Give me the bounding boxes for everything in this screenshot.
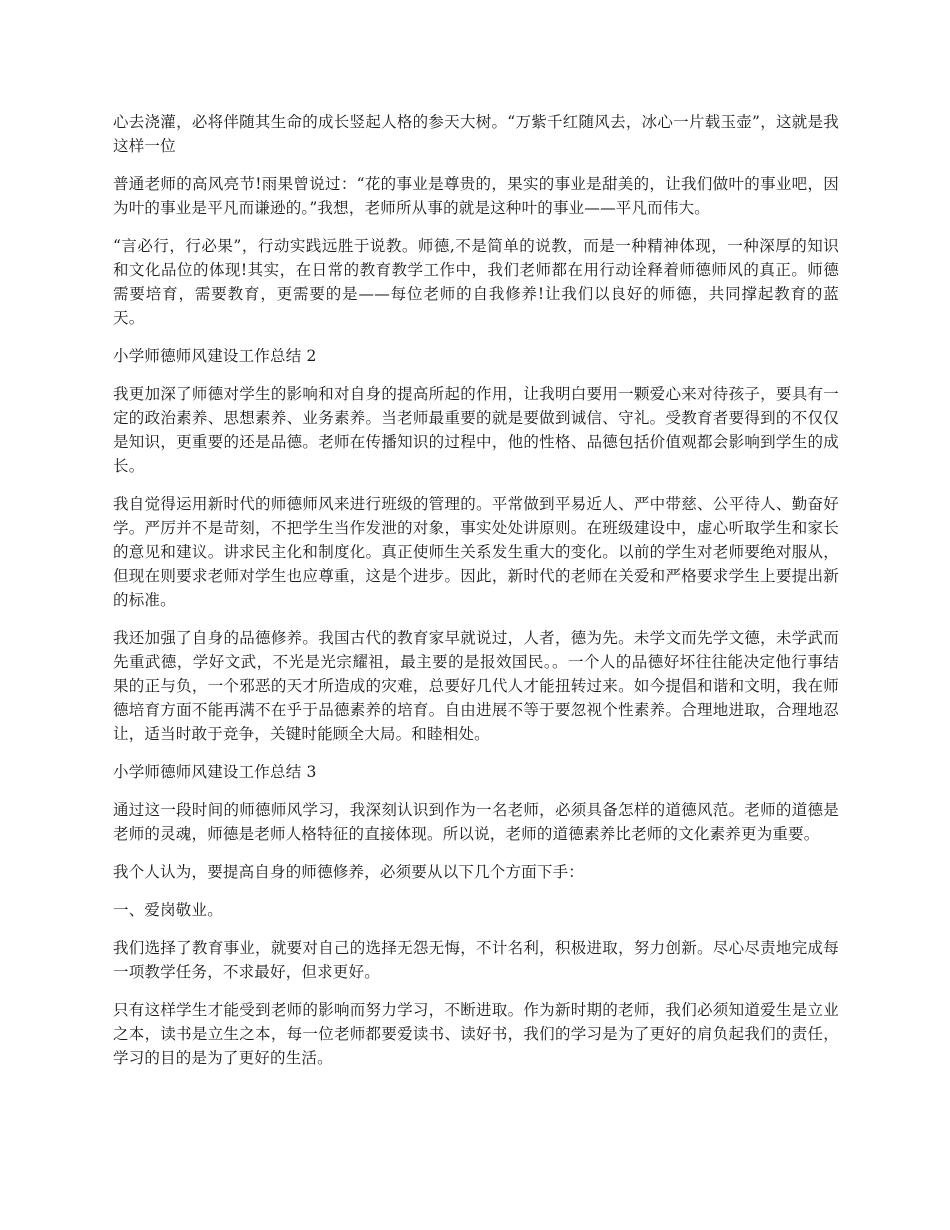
body-paragraph: 心去浇灌，必将伴随其生命的成长竖起人格的参天大树。“万紫千红随风去，冰心一片载玉壶”，这就是我这样一位 [113,113,839,155]
list-heading: 一、爱岗敬业。 [113,901,223,919]
body-paragraph: 我个人认为，要提高自身的师德修养，必须要从以下几个方面下手： [113,863,585,881]
body-paragraph: 我更加深了师德对学生的影响和对自身的提高所起的作用，让我明白要用一颗爱心来对待孩子，要具有一定的政治素养、思想素养、业务素养。当老师最重要的就是要做到诚信、守礼。受教育者要得到的不仅仅是知识，更重要的还是品德。老师在传播知识的过程中，他的性格、品德包括价值观都会影响到学生的成长。 [113,385,839,475]
body-paragraph: 我自觉得运用新时代的师德师风来进行班级的管理的。平常做到平易近人、严中带慈、公平待人、勤奋好学。严厉并不是苛刻，不把学生当作发泄的对象，事实处处讲原则。在班级建设中，虚心听取学生和家长的意见和建议。讲求民主化和制度化。真正使师生关系发生重大的变化。以前的学生对老师要绝对服从，但现在则要求老师对学生也应尊重，这是个进步。因此，新时代的老师在关爱和严格要求学生上要提出新的标准。 [113,495,839,609]
section-heading: 小学师德师风建设工作总结 3 [113,763,317,781]
body-paragraph: “言必行，行必果”，行动实践远胜于说教。师德,不是简单的说教，而是一种精神体现，一种深厚的知识和文化品位的体现!其实，在日常的教育教学工作中，我们老师都在用行动诠释着师德师风的真正。师德需要培育，需要教育，更需要的是——每位老师的自我修养!让我们以良好的师德，共同撑起教育的蓝天。 [113,237,839,327]
body-paragraph: 通过这一段时间的师德师风学习，我深刻认识到作为一名老师，必须具备怎样的道德风范。老师的道德是老师的灵魂，师德是老师人格特征的直接体现。所以说，老师的道德素养比老师的文化素养更为重要。 [113,801,839,843]
body-paragraph: 我还加强了自身的品德修养。我国古代的教育家早就说过，人者，德为先。未学文而先学文德，未学武而先重武德，学好文武，不光是光宗耀祖，最主要的是报效国民。。一个人的品德好坏往往能决定他行事结果的正与负，一个邪恶的天才所造成的灾难，总要好几代人才能扭转过来。如今提倡和谐和文明，我在师德培育方面不能再满不在乎于品德素养的培育。自由进展不等于要忽视个性素养。合理地进取，合理地忍让，适当时敢于竞争，关键时能顾全大局。和睦相处。 [113,629,839,743]
document-page [113,110,839,1084]
body-paragraph: 普通老师的高风亮节!雨果曾说过：“花的事业是尊贵的，果实的事业是甜美的，让我们做叶的事业吧，因为叶的事业是平凡而谦逊的。”我想，老师所从事的就是这种叶的事业——平凡而伟大。 [113,175,839,217]
body-paragraph: 只有这样学生才能受到老师的影响而努力学习，不断进取。作为新时期的老师，我们必须知道爱生是立业之本，读书是立生之本，每一位老师都要爱读书、读好书，我们的学习是为了更好的肩负起我们的责任，学习的目的是为了更好的生活。 [113,1001,839,1067]
body-paragraph: 我们选择了教育事业，就要对自己的选择无怨无悔，不计名利，积极进取，努力创新。尽心尽责地完成每一项教学任务，不求最好，但求更好。 [113,939,839,981]
section-heading: 小学师德师风建设工作总结 2 [113,347,317,365]
